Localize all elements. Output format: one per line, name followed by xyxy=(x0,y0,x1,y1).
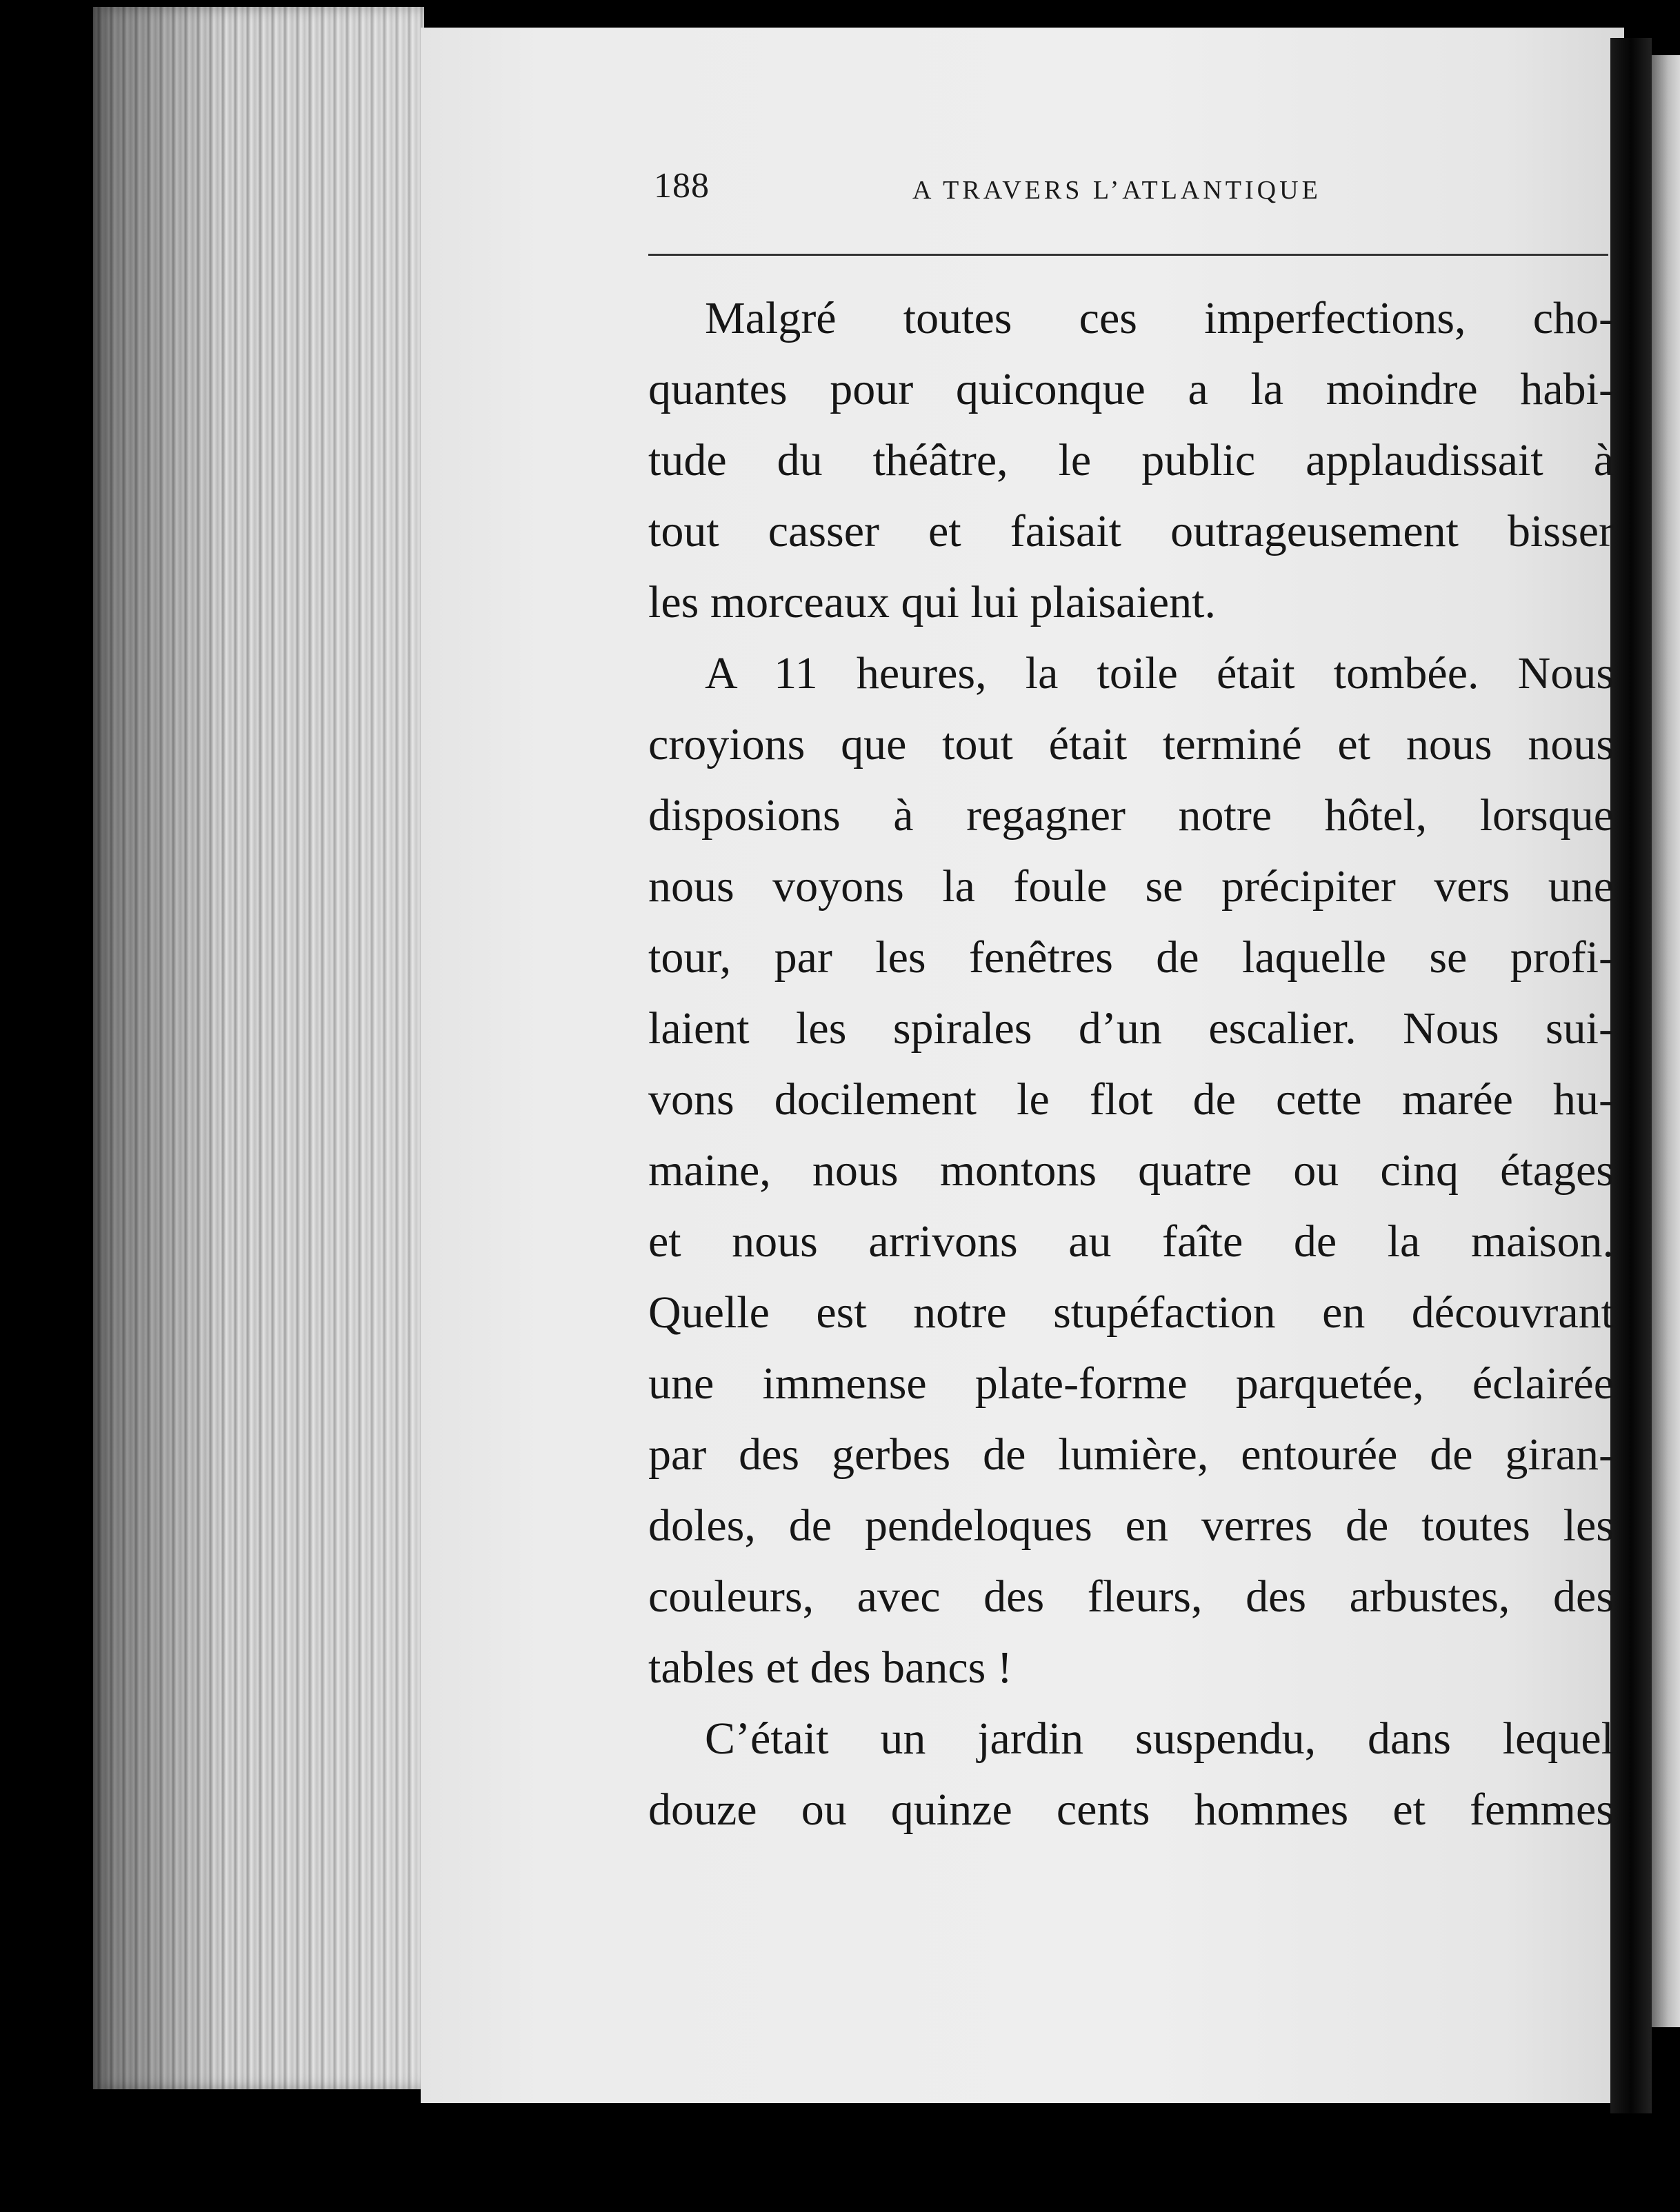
text-line: C’était un jardin suspendu, dans lequel xyxy=(705,1713,1614,1764)
book-binding-gutter xyxy=(1610,38,1652,2113)
text-line: tout casser et faisait outrageusement bisser xyxy=(648,506,1614,556)
text-line: une immense plate-forme parquetée, éclairée xyxy=(648,1358,1614,1409)
text-line: maine, nous montons quatre ou cinq étages xyxy=(648,1145,1614,1196)
text-line: A 11 heures, la toile était tombée. Nous xyxy=(705,648,1614,698)
text-line: tour, par les fenêtres de laquelle se profi- xyxy=(648,932,1614,983)
text-line: Malgré toutes ces imperfections, cho- xyxy=(705,293,1614,343)
body-text xyxy=(648,283,1614,1869)
text-line: vons docilement le flot de cette marée hu- xyxy=(648,1074,1614,1125)
text-line: Quelle est notre stupéfaction en découvrant xyxy=(648,1287,1614,1338)
text-line: douze ou quinze cents hommes et femmes xyxy=(648,1784,1614,1835)
running-title: A TRAVERS L’ATLANTIQUE xyxy=(912,176,1321,205)
text-line: disposions à regagner notre hôtel, lorsque xyxy=(648,790,1614,841)
page-number: 188 xyxy=(654,166,710,205)
text-line: les morceaux qui lui plaisaient. xyxy=(648,577,1216,627)
header-rule xyxy=(648,254,1608,256)
text-line: quantes pour quiconque a la moindre habi- xyxy=(648,364,1614,414)
text-line: croyions que tout était terminé et nous nous xyxy=(648,719,1614,770)
text-line: tude du théâtre, le public applaudissait à xyxy=(648,435,1614,485)
text-line: laient les spirales d’un escalier. Nous sui- xyxy=(648,1003,1614,1054)
text-line: et nous arrivons au faîte de la maison. xyxy=(648,1216,1614,1267)
page-stack-shading xyxy=(93,7,424,2089)
facing-page-edge xyxy=(1652,55,1680,2027)
text-line: par des gerbes de lumière, entourée de giran- xyxy=(648,1429,1614,1480)
text-line: doles, de pendeloques en verres de toutes les xyxy=(648,1500,1614,1551)
text-line: tables et des bancs ! xyxy=(648,1642,1012,1693)
running-header xyxy=(654,165,1385,214)
text-line: couleurs, avec des fleurs, des arbustes, des xyxy=(648,1571,1614,1622)
text-line: nous voyons la foule se précipiter vers une xyxy=(648,861,1614,912)
